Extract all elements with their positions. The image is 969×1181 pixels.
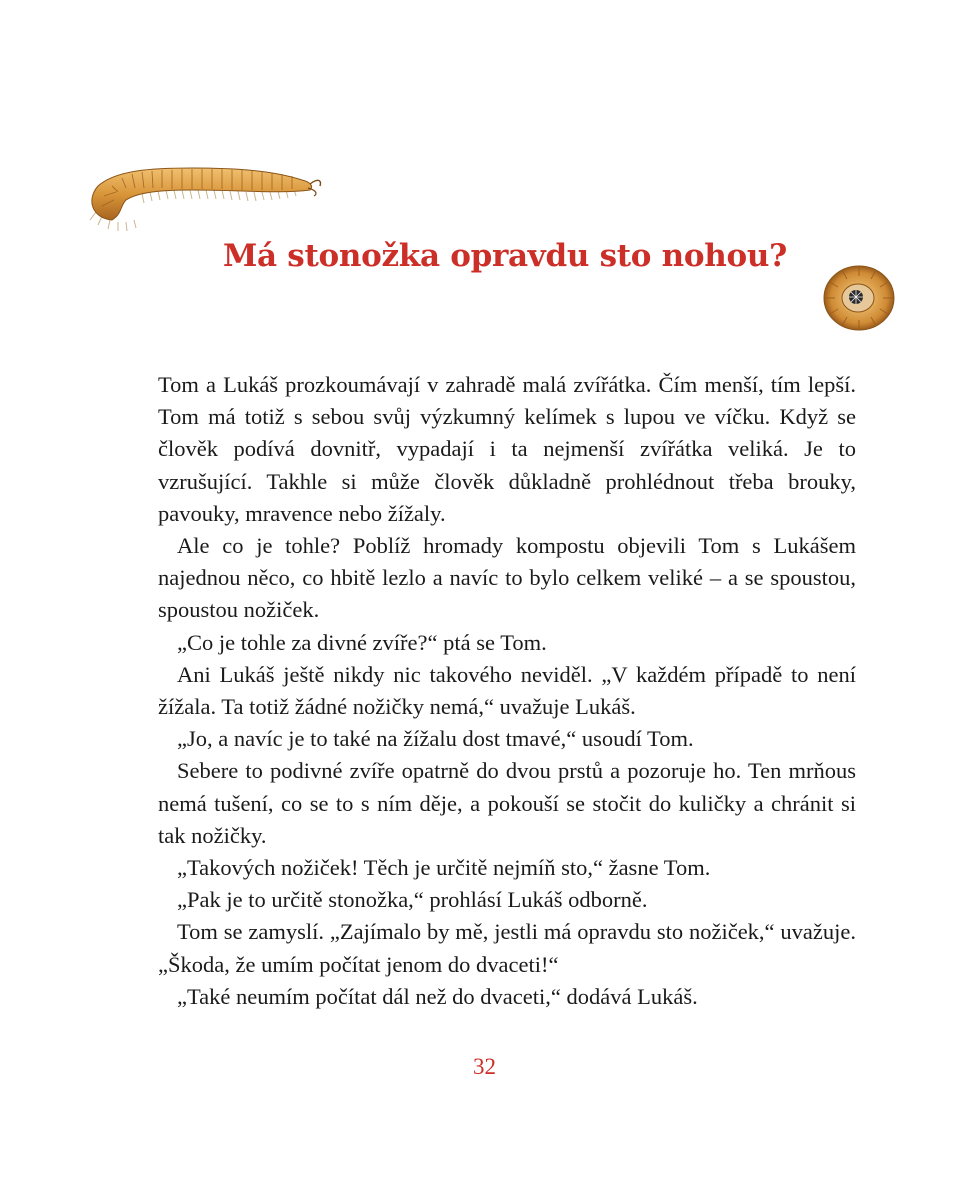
coiled-millipede-illustration [820, 262, 898, 334]
paragraph: „Takových nožiček! Těch je určitě nejmíň sto,“ žasne Tom. [177, 855, 711, 881]
paragraph: „Jo, a navíc je to také na žížalu dost tmavé,“ usoudí Tom. [177, 726, 694, 752]
paragraph: Ani Lukáš ještě nikdy nic takového neviděl. „V každém případě to není žížala. Ta totiž žádné nožičky nemá,“ uvažuje Lukáš. [158, 661, 856, 720]
paragraph: Sebere to podivné zvíře opatrně do dvou prstů a pozoruje ho. Ten mrňous nemá tušení, co se to s ním děje, a pokouší se stočit do kuličky a chránit si tak nožičky. [158, 758, 856, 848]
page-title: Má stonožka opravdu sto nohou? [223, 238, 787, 274]
paragraph: Tom a Lukáš prozkoumávají v zahradě malá zvířátka. Čím menší, tím lepší. Tom má totiž s sebou svůj výzkumný kelímek s lupou ve víčku. Když se člověk podívá dovnitř, vypadají i ta nejmenší zvířátka veliká. Je to vzrušující. Takhle si může člověk důkladně prohlédnout třeba brouky, pavouky, mravence nebo žížaly. [158, 372, 856, 526]
paragraph: „Také neumím počítat dál než do dvaceti,“ dodává Lukáš. [177, 983, 698, 1009]
story-text [158, 369, 856, 1013]
paragraph: „Pak je to určitě stonožka,“ prohlásí Lukáš odborně. [177, 887, 648, 913]
paragraph: Ale co je tohle? Poblíž hromady kompostu objevili Tom s Lukášem najednou něco, co hbitě lezlo a navíc to bylo celkem veliké – a se spoustou, spoustou nožiček. [158, 533, 856, 623]
paragraph: Tom se zamyslí. „Zajímalo by mě, jestli má opravdu sto nožiček,“ uvažuje. „Škoda, že umím počítat jenom do dvaceti!“ [158, 919, 856, 977]
paragraph: „Co je tohle za divné zvíře?“ ptá se Tom. [177, 629, 547, 655]
page-number: 32 [473, 1054, 496, 1079]
millipede-illustration [82, 150, 327, 242]
